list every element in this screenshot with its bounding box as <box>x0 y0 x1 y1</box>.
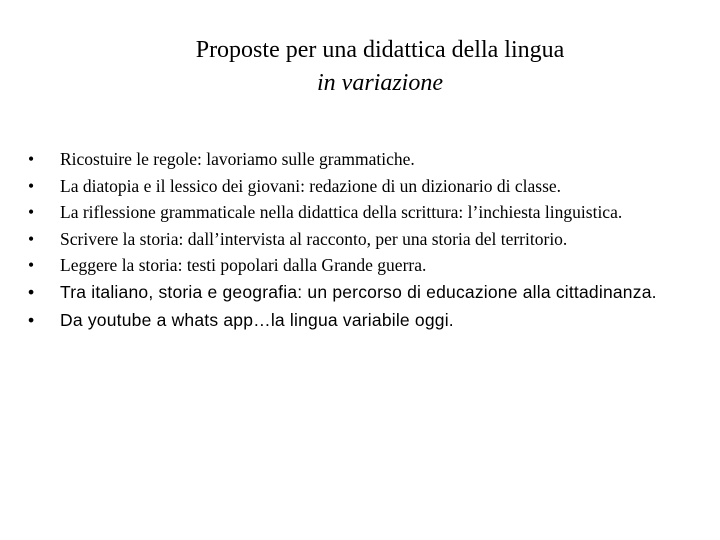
bullet-icon: • <box>28 309 35 330</box>
list-item <box>28 201 684 223</box>
list-item <box>28 281 684 303</box>
list-item <box>28 228 684 250</box>
list-item <box>28 148 684 170</box>
list-item <box>28 309 684 331</box>
list-item <box>28 175 684 197</box>
list-item-text: Ricostuire le regole: lavoriamo sulle grammatiche. <box>60 149 415 169</box>
list-item-text: Tra italiano, storia e geografia: un percorso di educazione alla cittadinanza. <box>60 281 657 302</box>
list-item-text: La riflessione grammaticale nella didattica della scrittura: l’inchiesta linguistica. <box>60 202 623 222</box>
list-item-text: Scrivere la storia: dall’intervista al racconto, per una storia del territorio. <box>60 228 568 249</box>
bullet-list <box>28 148 684 337</box>
title-line-subtitle: in variazione <box>317 70 443 96</box>
bullet-icon: • <box>28 228 35 249</box>
list-item-text: Da youtube a whats app…la lingua variabile oggi. <box>60 309 454 330</box>
list-item <box>28 254 684 276</box>
bullet-icon: • <box>28 255 35 275</box>
title-line-main: Proposte per una didattica della lingua <box>195 37 565 63</box>
bullet-icon: • <box>28 149 35 169</box>
bullet-icon: • <box>28 202 35 222</box>
slide-title <box>60 34 700 100</box>
list-item-text: La diatopia e il lessico dei giovani: redazione di un dizionario di classe. <box>60 175 562 196</box>
bullet-icon: • <box>28 281 35 302</box>
list-item-text: Leggere la storia: testi popolari dalla Grande guerra. <box>60 255 427 275</box>
bullet-icon: • <box>28 175 35 196</box>
